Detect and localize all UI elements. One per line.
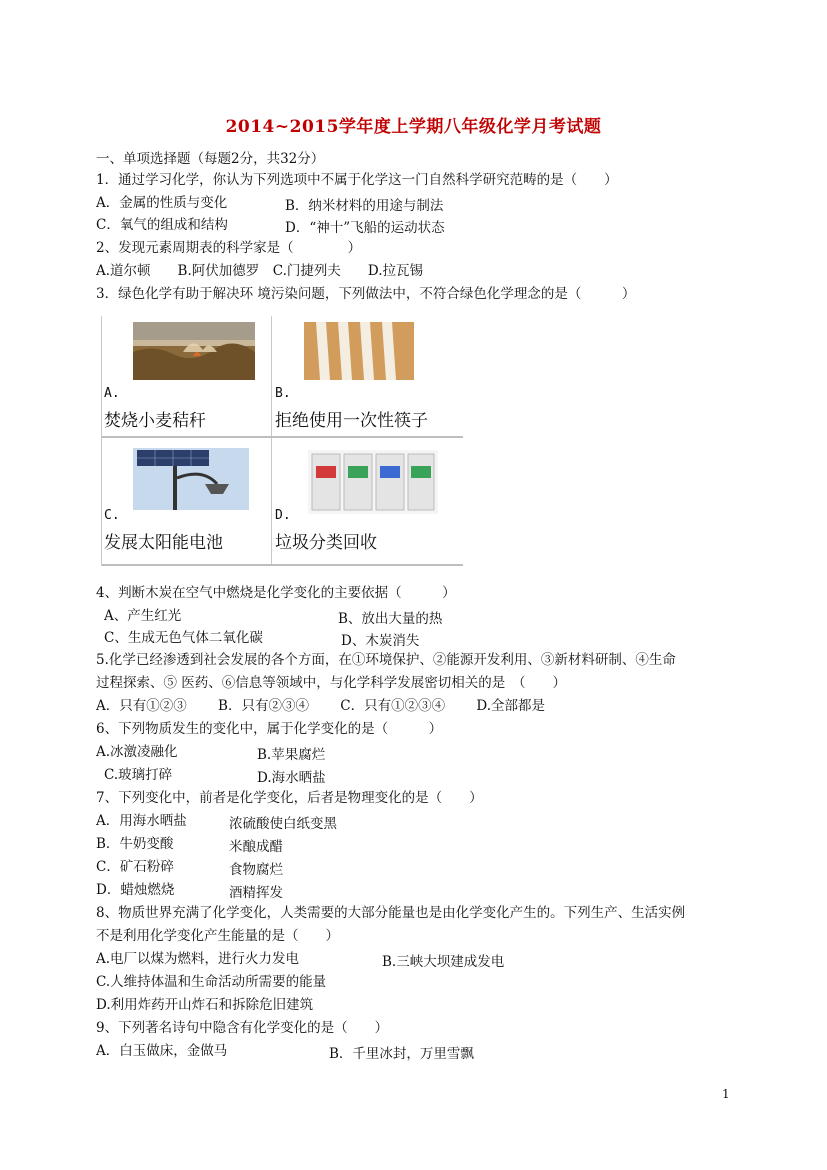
q2-stem: 2、发现元素周期表的科学家是（ ） bbox=[96, 240, 362, 256]
q3-option-b-cell bbox=[272, 316, 452, 440]
q3-option-a-cell bbox=[101, 316, 281, 440]
q9-option-a: A．白玉做床，金做马 bbox=[96, 1043, 228, 1059]
chopsticks-image bbox=[304, 322, 414, 380]
q2-options: A.道尔顿 B.阿伏加德罗 C.门捷列夫 D.拉瓦锡 bbox=[96, 263, 424, 279]
q5-stem-line1: 5.化学已经渗透到社会发展的各个方面，在①环境保护、②能源开发利用、③新材料研制、④生命 bbox=[96, 652, 676, 668]
q3-image-grid bbox=[101, 316, 463, 566]
q1-option-c: C．氧气的组成和结构 bbox=[96, 217, 228, 233]
q8-option-a: A.电厂以煤为燃料，进行火力发电 bbox=[96, 951, 300, 967]
q3-option-c-caption: 发展太阳能电池 bbox=[104, 533, 223, 553]
q4-stem: 4、判断木炭在空气中燃烧是化学变化的主要依据（ ） bbox=[96, 585, 456, 601]
q9-option-b: B．千里冰封，万里雪飘 bbox=[329, 1046, 474, 1062]
q8-stem-line1: 8、物质世界充满了化学变化，人类需要的大部分能量也是由化学变化产生的。下列生产、生活实例 bbox=[96, 905, 686, 921]
q1-option-a: A．金属的性质与变化 bbox=[96, 195, 228, 211]
section-heading: 一、单项选择题（每题2分，共32分） bbox=[96, 151, 325, 167]
q4-option-c: C、生成无色气体二氧化碳 bbox=[104, 630, 263, 646]
q5-options: A．只有①②③ B．只有②③④ C．只有①②③④ D.全部都是 bbox=[96, 698, 546, 714]
q3-option-b-caption: 拒绝使用一次性筷子 bbox=[275, 411, 428, 431]
q3-option-a-caption: 焚烧小麦秸秆 bbox=[104, 411, 206, 431]
q9-stem: 9、下列著名诗句中隐含有化学变化的是（ ） bbox=[96, 1020, 389, 1036]
q7-option-c-second: 食物腐烂 bbox=[229, 862, 283, 878]
recycle-bins-image bbox=[308, 450, 438, 514]
q3-stem: 3．绿色化学有助于解决环 境污染问题，下列做法中，不符合绿色化学理念的是（ ） bbox=[96, 286, 636, 302]
q7-option-a-first: A．用海水晒盐 bbox=[96, 813, 187, 829]
q7-option-d-first: D．蜡烛燃烧 bbox=[96, 882, 175, 898]
q1-option-b: B．纳米材料的用途与制法 bbox=[285, 198, 444, 214]
q3-option-c-label: C. bbox=[104, 508, 120, 523]
q6-stem: 6、下列物质发生的变化中，属于化学变化的是（ ） bbox=[96, 721, 443, 737]
q6-option-a: A.冰激凌融化 bbox=[96, 744, 178, 760]
q7-option-b-second: 米酿成醋 bbox=[229, 839, 283, 855]
q7-option-b-first: B．牛奶变酸 bbox=[96, 836, 174, 852]
q8-option-c: C.人维持体温和生命活动所需要的能量 bbox=[96, 974, 327, 990]
q7-option-d-second: 酒精挥发 bbox=[229, 885, 283, 901]
q6-option-b: B.苹果腐烂 bbox=[257, 747, 326, 763]
q7-option-a-second: 浓硫酸使白纸变黑 bbox=[229, 816, 337, 832]
q4-option-a: A、产生红光 bbox=[104, 608, 182, 624]
q4-option-b: B、放出大量的热 bbox=[338, 611, 443, 627]
q7-option-c-first: C．矿石粉碎 bbox=[96, 859, 174, 875]
q1-stem: 1．通过学习化学，你认为下列选项中不属于化学这一门自然科学研究范畴的是（ ） bbox=[96, 172, 618, 188]
page-title: 2014~2015学年度上学期八年级化学月考试题 bbox=[225, 117, 602, 137]
q3-option-d-caption: 垃圾分类回收 bbox=[275, 533, 377, 553]
q3-option-b-label: B. bbox=[275, 386, 291, 401]
q6-option-d: D.海水晒盐 bbox=[257, 770, 326, 786]
q3-option-d-label: D. bbox=[275, 508, 291, 523]
q7-stem: 7、下列变化中，前者是化学变化，后者是物理变化的是（ ） bbox=[96, 790, 483, 806]
q4-option-d: D、木炭消失 bbox=[341, 633, 420, 649]
q3-option-c-cell bbox=[101, 438, 281, 562]
q6-option-c: C.玻璃打碎 bbox=[104, 767, 173, 783]
q1-option-d: D．“神十”飞船的运动状态 bbox=[285, 220, 445, 236]
solar-lamp-image bbox=[133, 448, 249, 510]
q8-option-b: B.三峡大坝建成发电 bbox=[382, 954, 505, 970]
q8-option-d: D.利用炸药开山炸石和拆除危旧建筑 bbox=[96, 997, 314, 1013]
q8-stem-line2: 不是利用化学变化产生能量的是（ ） bbox=[96, 928, 339, 944]
q5-stem-line2: 过程探索、⑤ 医药、⑥信息等领域中，与化学科学发展密切相关的是 （ ） bbox=[96, 675, 567, 691]
q3-option-a-label: A. bbox=[104, 386, 120, 401]
burning-straw-image bbox=[133, 322, 255, 380]
page-number: 1 bbox=[722, 1087, 730, 1101]
q3-option-d-cell bbox=[272, 438, 452, 562]
